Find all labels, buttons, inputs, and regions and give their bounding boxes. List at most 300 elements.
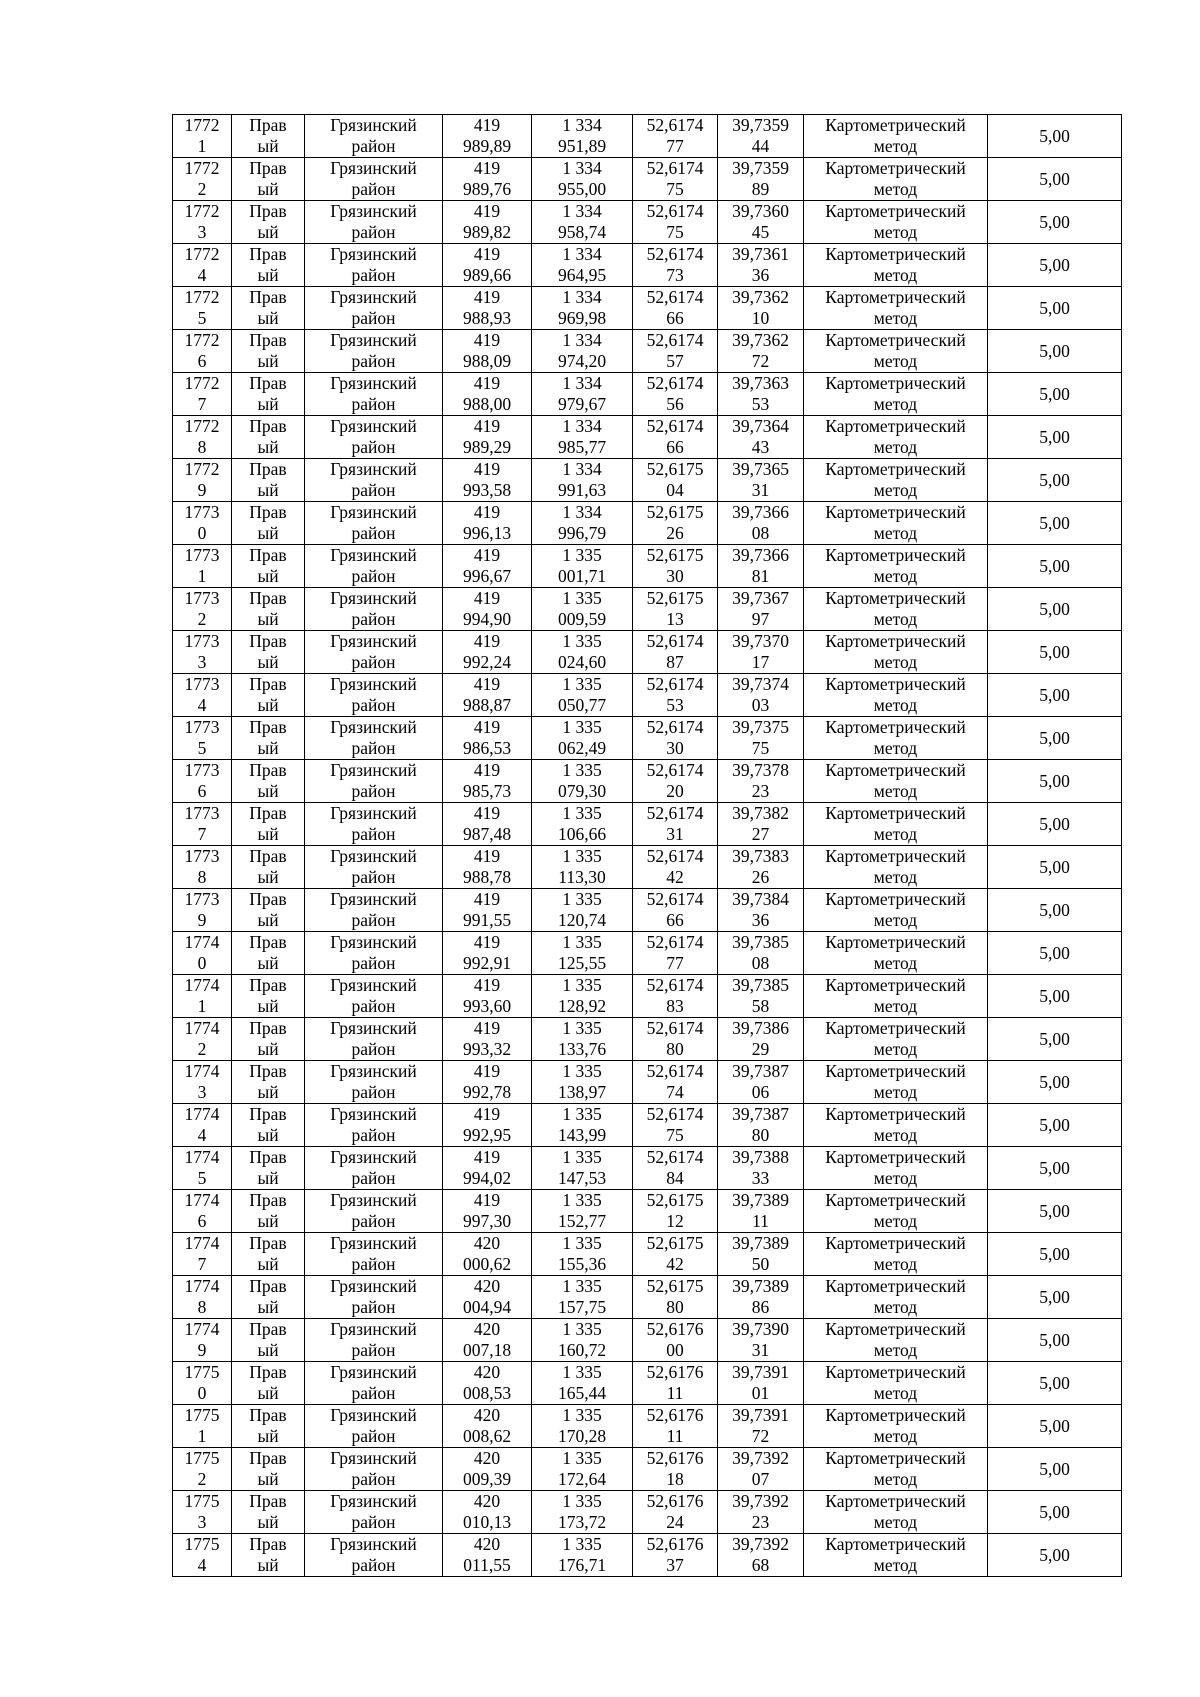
district-line-1: Грязинский: [330, 115, 417, 135]
bank-side-line-1: Прав: [249, 932, 287, 952]
district-cell: [305, 1061, 443, 1104]
x-coordinate-line-2: 992,95: [462, 1125, 512, 1145]
y-coordinate-line-1: 1 335: [562, 1405, 602, 1425]
district-line-2: район: [351, 652, 396, 672]
point-number-line-2: 7: [197, 394, 207, 414]
bank-side-cell: [232, 1018, 305, 1061]
x-coordinate-line-2: 988,93: [462, 308, 512, 328]
longitude-line-1: 39,7384: [732, 889, 789, 909]
longitude-line-1: 39,7382: [732, 803, 789, 823]
district-line-1: Грязинский: [330, 717, 417, 737]
bank-side-line-1: Прав: [249, 1061, 287, 1081]
table-row: [173, 1233, 1122, 1276]
method-line-2: метод: [873, 480, 918, 500]
longitude-line-1: 39,7387: [732, 1104, 789, 1124]
district-cell: [305, 1448, 443, 1491]
district-line-2: район: [351, 437, 396, 457]
bank-side-line-1: Прав: [249, 1190, 287, 1210]
point-number-cell: [173, 889, 232, 932]
point-number-cell: [173, 803, 232, 846]
district-line-1: Грязинский: [330, 975, 417, 995]
method-cell: [804, 1061, 988, 1104]
district-line-2: район: [351, 523, 396, 543]
y-coordinate-line-1: 1 335: [562, 1534, 602, 1554]
latitude-cell: [633, 889, 718, 932]
bank-side-line-2: ый: [257, 1340, 279, 1360]
district-line-1: Грязинский: [330, 1018, 417, 1038]
x-coordinate-line-1: 419: [473, 373, 501, 393]
longitude-cell: [718, 459, 804, 502]
y-coordinate-line-2: 001,71: [557, 566, 607, 586]
longitude-line-1: 39,7367: [732, 588, 789, 608]
district-cell: [305, 846, 443, 889]
longitude-line-1: 39,7378: [732, 760, 789, 780]
longitude-cell: [718, 975, 804, 1018]
y-coordinate-cell: [532, 373, 633, 416]
district-line-2: район: [351, 1426, 396, 1446]
point-number-cell: [173, 1190, 232, 1233]
x-coordinate-cell: [443, 459, 532, 502]
longitude-line-1: 39,7386: [732, 1018, 789, 1038]
method-line-2: метод: [873, 394, 918, 414]
method-line-1: Картометрический: [825, 416, 966, 436]
accuracy-cell: 5,00: [988, 889, 1122, 932]
bank-side-cell: [232, 459, 305, 502]
longitude-line-1: 39,7385: [732, 932, 789, 952]
x-coordinate-line-1: 419: [473, 717, 501, 737]
accuracy-cell: 5,00: [988, 932, 1122, 975]
accuracy-cell: 5,00: [988, 1104, 1122, 1147]
bank-side-line-1: Прав: [249, 287, 287, 307]
y-coordinate-line-2: 172,64: [557, 1469, 607, 1489]
accuracy-cell: 5,00: [988, 502, 1122, 545]
bank-side-cell: [232, 373, 305, 416]
method-line-1: Картометрический: [825, 1233, 966, 1253]
y-coordinate-line-2: 170,28: [557, 1426, 607, 1446]
longitude-line-2: 68: [751, 1555, 770, 1575]
longitude-line-2: 36: [751, 910, 770, 930]
bank-side-line-1: Прав: [249, 803, 287, 823]
district-line-1: Грязинский: [330, 1104, 417, 1124]
y-coordinate-line-2: 958,74: [557, 222, 607, 242]
district-line-1: Грязинский: [330, 1061, 417, 1081]
method-line-2: метод: [873, 1125, 918, 1145]
point-number-line-2: 8: [197, 867, 207, 887]
accuracy-cell: 5,00: [988, 1362, 1122, 1405]
point-number-cell: [173, 545, 232, 588]
table-row: [173, 158, 1122, 201]
district-line-2: район: [351, 566, 396, 586]
y-coordinate-cell: [532, 1018, 633, 1061]
district-line-1: Грязинский: [330, 1233, 417, 1253]
latitude-line-1: 52,6175: [646, 1276, 704, 1296]
longitude-line-2: 11: [752, 1211, 769, 1231]
y-coordinate-line-1: 1 335: [562, 631, 602, 651]
point-number-line-1: 1772: [184, 115, 220, 135]
y-coordinate-line-2: 079,30: [557, 781, 607, 801]
y-coordinate-cell: [532, 201, 633, 244]
table-row: [173, 674, 1122, 717]
district-line-1: Грязинский: [330, 545, 417, 565]
longitude-line-2: 50: [751, 1254, 770, 1274]
district-line-2: район: [351, 1340, 396, 1360]
point-number-line-2: 4: [197, 1125, 207, 1145]
y-coordinate-line-2: 160,72: [557, 1340, 607, 1360]
method-line-1: Картометрический: [825, 975, 966, 995]
x-coordinate-cell: [443, 932, 532, 975]
bank-side-line-2: ый: [257, 1555, 279, 1575]
point-number-cell: [173, 975, 232, 1018]
table-row: [173, 1405, 1122, 1448]
y-coordinate-cell: [532, 115, 633, 158]
method-line-1: Картометрический: [825, 287, 966, 307]
district-line-1: Грязинский: [330, 846, 417, 866]
latitude-cell: [633, 330, 718, 373]
bank-side-cell: [232, 1233, 305, 1276]
longitude-cell: [718, 1061, 804, 1104]
method-line-2: метод: [873, 566, 918, 586]
method-cell: [804, 1448, 988, 1491]
point-number-line-1: 1774: [184, 1190, 220, 1210]
point-number-line-2: 7: [197, 824, 207, 844]
latitude-line-2: 42: [666, 867, 684, 887]
longitude-line-1: 39,7390: [732, 1319, 789, 1339]
latitude-line-2: 57: [666, 351, 684, 371]
x-coordinate-cell: [443, 1147, 532, 1190]
x-coordinate-cell: [443, 803, 532, 846]
bank-side-cell: [232, 803, 305, 846]
latitude-line-2: 00: [666, 1340, 684, 1360]
district-cell: [305, 1018, 443, 1061]
y-coordinate-line-2: 113,30: [558, 867, 606, 887]
y-coordinate-line-1: 1 335: [562, 1491, 602, 1511]
method-line-2: метод: [873, 1426, 918, 1446]
x-coordinate-cell: [443, 1491, 532, 1534]
point-number-line-2: 0: [197, 1383, 207, 1403]
bank-side-line-2: ый: [257, 566, 279, 586]
district-line-2: район: [351, 1125, 396, 1145]
x-coordinate-cell: [443, 201, 532, 244]
point-number-line-2: 3: [197, 652, 207, 672]
method-cell: [804, 846, 988, 889]
latitude-cell: [633, 373, 718, 416]
longitude-cell: [718, 1190, 804, 1233]
latitude-line-1: 52,6174: [646, 158, 704, 178]
longitude-line-2: 23: [751, 1512, 770, 1532]
y-coordinate-line-2: 979,67: [557, 394, 607, 414]
bank-side-line-2: ый: [257, 394, 279, 414]
latitude-line-2: 31: [666, 824, 684, 844]
point-number-cell: [173, 330, 232, 373]
point-number-line-1: 1774: [184, 932, 220, 952]
latitude-line-2: 66: [666, 308, 684, 328]
method-line-2: метод: [873, 179, 918, 199]
latitude-line-2: 80: [666, 1297, 684, 1317]
district-cell: [305, 201, 443, 244]
district-cell: [305, 1405, 443, 1448]
coordinates-table: [172, 114, 1122, 1577]
longitude-line-1: 39,7366: [732, 545, 789, 565]
latitude-cell: [633, 1405, 718, 1448]
method-line-1: Картометрический: [825, 201, 966, 221]
bank-side-line-1: Прав: [249, 459, 287, 479]
longitude-line-2: 43: [751, 437, 770, 457]
y-coordinate-line-2: 147,53: [557, 1168, 607, 1188]
x-coordinate-line-1: 419: [473, 416, 501, 436]
bank-side-line-1: Прав: [249, 201, 287, 221]
latitude-line-2: 42: [666, 1254, 684, 1274]
x-coordinate-cell: [443, 1233, 532, 1276]
x-coordinate-cell: [443, 1276, 532, 1319]
bank-side-cell: [232, 1319, 305, 1362]
latitude-line-2: 56: [666, 394, 684, 414]
method-line-2: метод: [873, 910, 918, 930]
point-number-line-1: 1772: [184, 287, 220, 307]
method-cell: [804, 244, 988, 287]
method-line-2: метод: [873, 1082, 918, 1102]
x-coordinate-line-2: 004,94: [462, 1297, 512, 1317]
district-line-2: район: [351, 1211, 396, 1231]
y-coordinate-cell: [532, 1233, 633, 1276]
method-line-2: метод: [873, 523, 918, 543]
district-line-2: район: [351, 1039, 396, 1059]
x-coordinate-line-1: 420: [473, 1319, 501, 1339]
latitude-line-1: 52,6174: [646, 1018, 704, 1038]
bank-side-cell: [232, 889, 305, 932]
longitude-line-2: 72: [751, 1426, 770, 1446]
method-line-2: метод: [873, 781, 918, 801]
method-line-1: Картометрический: [825, 588, 966, 608]
x-coordinate-line-1: 419: [473, 459, 501, 479]
bank-side-line-1: Прав: [249, 588, 287, 608]
x-coordinate-line-2: 987,48: [462, 824, 512, 844]
longitude-line-2: 45: [751, 222, 770, 242]
point-number-cell: [173, 1061, 232, 1104]
point-number-cell: [173, 115, 232, 158]
x-coordinate-line-1: 419: [473, 115, 501, 135]
latitude-line-2: 53: [666, 695, 684, 715]
y-coordinate-line-1: 1 334: [562, 201, 602, 221]
x-coordinate-line-1: 419: [473, 330, 501, 350]
x-coordinate-line-2: 989,66: [462, 265, 512, 285]
point-number-line-2: 5: [197, 738, 207, 758]
longitude-cell: [718, 1319, 804, 1362]
district-line-2: район: [351, 867, 396, 887]
y-coordinate-cell: [532, 803, 633, 846]
x-coordinate-line-1: 419: [473, 244, 501, 264]
y-coordinate-line-2: 165,44: [557, 1383, 607, 1403]
point-number-line-2: 6: [197, 351, 207, 371]
longitude-line-2: 01: [751, 1383, 770, 1403]
point-number-line-2: 2: [197, 1039, 207, 1059]
district-line-2: район: [351, 1555, 396, 1575]
method-line-1: Картометрический: [825, 889, 966, 909]
y-coordinate-cell: [532, 158, 633, 201]
method-cell: [804, 1147, 988, 1190]
longitude-cell: [718, 373, 804, 416]
x-coordinate-line-1: 419: [473, 631, 501, 651]
longitude-cell: [718, 631, 804, 674]
latitude-line-1: 52,6174: [646, 717, 704, 737]
latitude-line-2: 37: [666, 1555, 684, 1575]
bank-side-cell: [232, 158, 305, 201]
y-coordinate-line-1: 1 335: [562, 846, 602, 866]
bank-side-line-2: ый: [257, 695, 279, 715]
y-coordinate-line-1: 1 335: [562, 760, 602, 780]
longitude-cell: [718, 717, 804, 760]
bank-side-cell: [232, 416, 305, 459]
point-number-line-2: 4: [197, 1555, 207, 1575]
method-line-1: Картометрический: [825, 158, 966, 178]
longitude-line-2: 27: [751, 824, 770, 844]
latitude-cell: [633, 1233, 718, 1276]
point-number-cell: [173, 459, 232, 502]
accuracy-cell: 5,00: [988, 803, 1122, 846]
x-coordinate-cell: [443, 1319, 532, 1362]
latitude-line-1: 52,6174: [646, 1104, 704, 1124]
table-row: [173, 115, 1122, 158]
y-coordinate-line-2: 991,63: [557, 480, 607, 500]
table-row: [173, 244, 1122, 287]
y-coordinate-cell: [532, 932, 633, 975]
district-line-2: район: [351, 179, 396, 199]
y-coordinate-cell: [532, 717, 633, 760]
point-number-line-1: 1774: [184, 1104, 220, 1124]
longitude-line-2: 06: [751, 1082, 770, 1102]
bank-side-line-2: ый: [257, 1426, 279, 1446]
longitude-line-2: 36: [751, 265, 770, 285]
district-cell: [305, 115, 443, 158]
latitude-line-2: 24: [666, 1512, 684, 1532]
bank-side-line-1: Прав: [249, 1362, 287, 1382]
district-line-1: Грязинский: [330, 373, 417, 393]
longitude-line-2: 31: [751, 1340, 770, 1360]
x-coordinate-line-1: 420: [473, 1233, 501, 1253]
method-cell: [804, 932, 988, 975]
point-number-line-2: 9: [197, 480, 207, 500]
bank-side-cell: [232, 201, 305, 244]
longitude-cell: [718, 287, 804, 330]
method-cell: [804, 1491, 988, 1534]
bank-side-cell: [232, 287, 305, 330]
y-coordinate-line-1: 1 335: [562, 932, 602, 952]
method-line-1: Картометрический: [825, 1061, 966, 1081]
point-number-line-1: 1773: [184, 674, 220, 694]
y-coordinate-cell: [532, 287, 633, 330]
point-number-cell: [173, 373, 232, 416]
table-row: [173, 1362, 1122, 1405]
district-line-2: район: [351, 265, 396, 285]
x-coordinate-line-1: 420: [473, 1362, 501, 1382]
accuracy-cell: 5,00: [988, 1018, 1122, 1061]
longitude-line-1: 39,7392: [732, 1491, 789, 1511]
point-number-line-1: 1772: [184, 459, 220, 479]
district-cell: [305, 631, 443, 674]
longitude-cell: [718, 1362, 804, 1405]
method-line-1: Картометрический: [825, 674, 966, 694]
x-coordinate-cell: [443, 244, 532, 287]
x-coordinate-line-1: 419: [473, 803, 501, 823]
latitude-line-2: 11: [666, 1383, 684, 1403]
method-line-1: Картометрический: [825, 932, 966, 952]
accuracy-cell: 5,00: [988, 287, 1122, 330]
latitude-line-1: 52,6175: [646, 545, 704, 565]
bank-side-line-2: ый: [257, 265, 279, 285]
point-number-line-1: 1772: [184, 244, 220, 264]
bank-side-line-2: ый: [257, 910, 279, 930]
method-cell: [804, 975, 988, 1018]
longitude-cell: [718, 1405, 804, 1448]
x-coordinate-line-1: 419: [473, 1147, 501, 1167]
table-row: [173, 932, 1122, 975]
latitude-line-1: 52,6174: [646, 803, 704, 823]
longitude-line-1: 39,7359: [732, 158, 789, 178]
method-line-2: метод: [873, 1340, 918, 1360]
district-cell: [305, 502, 443, 545]
y-coordinate-line-1: 1 335: [562, 545, 602, 565]
x-coordinate-line-2: 993,60: [462, 996, 512, 1016]
x-coordinate-line-2: 988,87: [462, 695, 512, 715]
bank-side-line-1: Прав: [249, 846, 287, 866]
district-line-1: Грязинский: [330, 1147, 417, 1167]
latitude-line-1: 52,6174: [646, 416, 704, 436]
longitude-line-1: 39,7363: [732, 373, 789, 393]
longitude-line-2: 58: [751, 996, 770, 1016]
point-number-cell: [173, 1233, 232, 1276]
district-line-2: район: [351, 1254, 396, 1274]
district-line-2: район: [351, 1469, 396, 1489]
y-coordinate-line-2: 120,74: [557, 910, 607, 930]
longitude-line-2: 80: [751, 1125, 770, 1145]
y-coordinate-cell: [532, 1534, 633, 1577]
latitude-line-1: 52,6176: [646, 1319, 704, 1339]
point-number-line-1: 1774: [184, 1233, 220, 1253]
point-number-line-1: 1773: [184, 631, 220, 651]
longitude-line-2: 03: [751, 695, 770, 715]
bank-side-cell: [232, 760, 305, 803]
x-coordinate-line-1: 419: [473, 760, 501, 780]
district-line-2: район: [351, 1168, 396, 1188]
point-number-cell: [173, 1534, 232, 1577]
x-coordinate-cell: [443, 287, 532, 330]
y-coordinate-line-1: 1 335: [562, 1319, 602, 1339]
bank-side-line-1: Прав: [249, 244, 287, 264]
x-coordinate-line-2: 008,53: [462, 1383, 512, 1403]
longitude-cell: [718, 115, 804, 158]
longitude-line-1: 39,7385: [732, 975, 789, 995]
accuracy-cell: 5,00: [988, 1491, 1122, 1534]
latitude-line-1: 52,6174: [646, 846, 704, 866]
method-cell: [804, 889, 988, 932]
longitude-line-1: 39,7375: [732, 717, 789, 737]
bank-side-line-2: ый: [257, 609, 279, 629]
district-cell: [305, 1233, 443, 1276]
method-line-1: Картометрический: [825, 1319, 966, 1339]
point-number-cell: [173, 1147, 232, 1190]
latitude-line-2: 77: [666, 136, 684, 156]
x-coordinate-line-1: 419: [473, 502, 501, 522]
accuracy-cell: 5,00: [988, 459, 1122, 502]
latitude-cell: [633, 1104, 718, 1147]
longitude-line-2: 07: [751, 1469, 770, 1489]
district-line-2: район: [351, 1383, 396, 1403]
longitude-line-2: 81: [751, 566, 770, 586]
bank-side-cell: [232, 846, 305, 889]
point-number-cell: [173, 588, 232, 631]
district-line-1: Грязинский: [330, 1276, 417, 1296]
latitude-line-2: 30: [666, 566, 684, 586]
latitude-line-1: 52,6174: [646, 287, 704, 307]
